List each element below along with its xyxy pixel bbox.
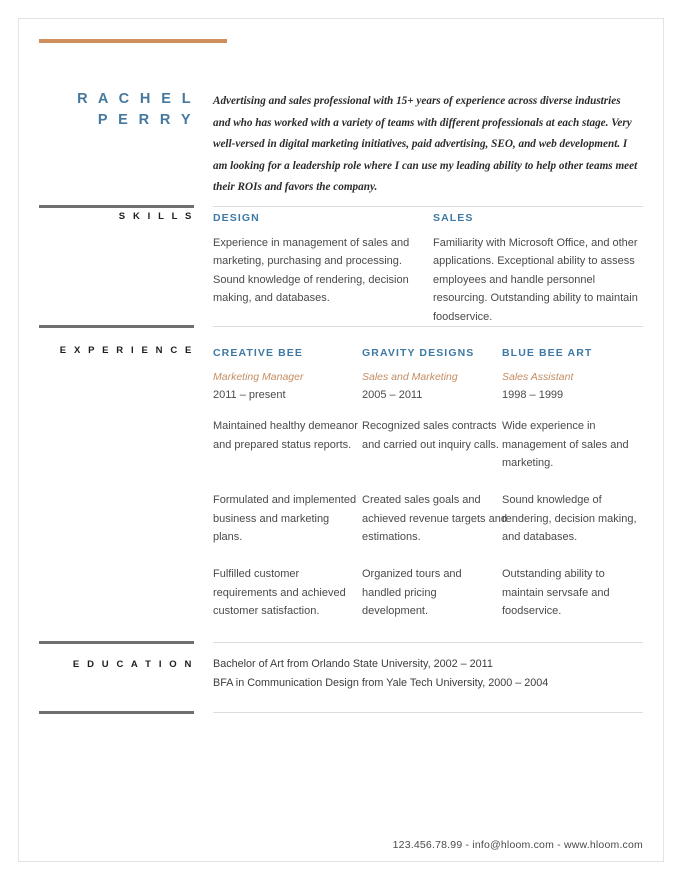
- experience-dates-3: 1998 – 1999: [502, 388, 564, 401]
- resume-page: [18, 18, 664, 862]
- footer-contact: 123.456.78.99 - info@hloom.com - www.hloom.com: [392, 839, 643, 851]
- experience-bullet-1-2: Formulated and implemented business and marketing plans.: [213, 494, 357, 543]
- skills-rule-left: [39, 205, 194, 208]
- experience-bullet-2-3: Organized tours and handled pricing development.: [362, 568, 462, 617]
- experience-bullet-3-3: Outstanding ability to maintain servsafe and foodservice.: [502, 568, 610, 617]
- skills-body-sales: Familiarity with Microsoft Office, and other applications. Exceptional ability to assess employees and handle personnel resourcing. Outstanding ability to maintain foodservice.: [433, 236, 638, 323]
- experience-title-2: Sales and Marketing: [362, 370, 458, 383]
- skills-rule-right: [213, 206, 643, 207]
- accent-rule-top: [39, 39, 227, 43]
- candidate-name: [19, 89, 194, 131]
- education-entry-1: Bachelor of Art from Orlando State University, 2002 – 2011: [213, 658, 493, 670]
- section-label-experience: E X P E R I E N C E: [59, 345, 194, 356]
- education-entries: [213, 655, 643, 693]
- education-rule-left: [39, 641, 194, 644]
- experience-bullet-1-1: Maintained healthy demeanor and prepared status reports.: [213, 420, 358, 451]
- experience-rule-right: [213, 326, 643, 327]
- candidate-first-name: R A C H E L: [77, 91, 194, 107]
- experience-title-3: Sales Assistant: [502, 370, 574, 383]
- section-label-education: E D U C A T I O N: [72, 659, 194, 670]
- experience-job-1: [213, 344, 353, 404]
- education-rule-right: [213, 642, 643, 643]
- experience-company-2: GRAVITY DESIGNS: [362, 347, 475, 359]
- experience-dates-2: 2005 – 2011: [362, 388, 423, 401]
- skills-column-design: [213, 209, 413, 308]
- skills-column-sales: [433, 209, 638, 326]
- experience-dates-1: 2011 – present: [213, 388, 286, 401]
- experience-job-2: [362, 344, 502, 404]
- candidate-last-name: P E R R Y: [97, 112, 194, 128]
- experience-title-1: Marketing Manager: [213, 370, 304, 383]
- experience-rule-left: [39, 325, 194, 328]
- experience-bullet-1-3: Fulfilled customer requirements and achieved customer satisfaction.: [213, 568, 346, 617]
- education-rule-right-bottom: [213, 712, 643, 713]
- experience-bullet-3-1: Wide experience in management of sales and marketing.: [502, 420, 629, 469]
- skills-heading-sales: SALES: [433, 212, 474, 224]
- experience-company-1: CREATIVE BEE: [213, 347, 304, 359]
- section-label-skills: S K I L L S: [118, 211, 194, 222]
- experience-bullet-2-1: Recognized sales contracts and carried out inquiry calls.: [362, 420, 499, 451]
- professional-summary: Advertising and sales professional with 15+ years of experience across diverse industries and who has worked with a variety of teams with different professionals at each stage. Very well-versed in digital marketing initiatives, paid advertising, SEO, and web development. I am looking for a leadership role where I can use my leading ability to help other teams meet their ROIs and favors the company.: [213, 95, 638, 193]
- experience-job-3: [502, 344, 642, 404]
- experience-company-3: BLUE BEE ART: [502, 347, 593, 359]
- skills-body-design: Experience in management of sales and marketing, purchasing and processing. Sound knowledge of rendering, decision making, and databases.: [213, 236, 410, 304]
- experience-bullet-3-2: Sound knowledge of rendering, decision making, and databases.: [502, 494, 637, 543]
- experience-bullet-2-2: Created sales goals and achieved revenue targets and estimations.: [362, 494, 507, 543]
- skills-heading-design: DESIGN: [213, 212, 260, 224]
- education-rule-left-bottom: [39, 711, 194, 714]
- education-entry-2: BFA in Communication Design from Yale Tech University, 2000 – 2004: [213, 677, 549, 689]
